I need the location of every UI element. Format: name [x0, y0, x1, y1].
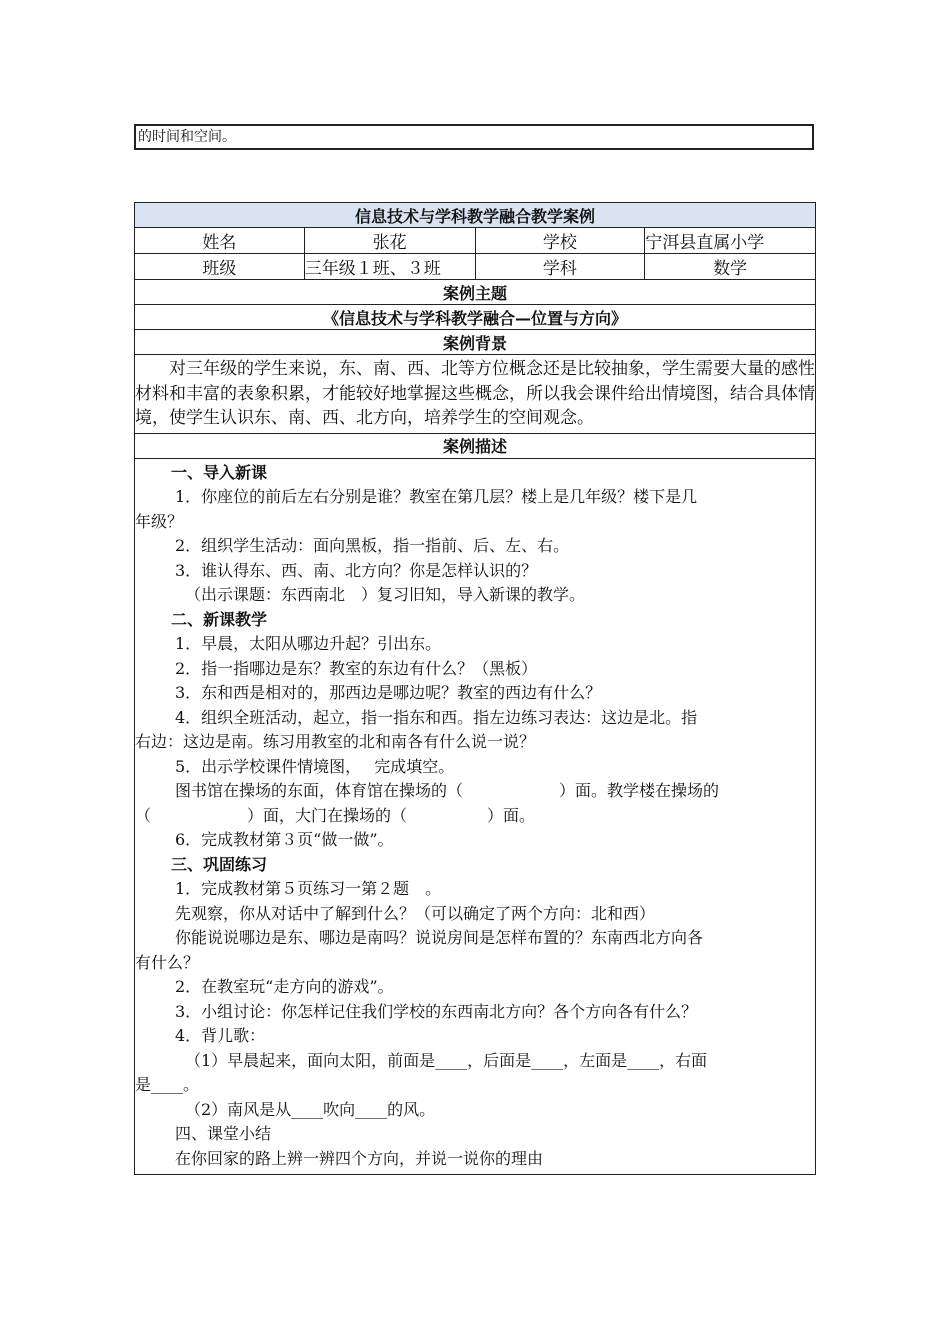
table-title-row [135, 203, 816, 228]
info-row-1 [135, 228, 816, 254]
section-heading: 三、巩固练习 [171, 854, 268, 874]
theme-value-row [135, 305, 816, 330]
description-line: （2）南风是从____吹向____的风。 [185, 1099, 436, 1119]
description-line: 在你回家的路上辨一辨四个方向，并说一说你的理由 [175, 1148, 544, 1168]
description-line: 年级？ [135, 511, 184, 531]
description-line: 4．组织全班活动，起立，指一指东和西。指左边练习表达：这边是北。指 [175, 707, 698, 727]
description-body [135, 458, 816, 1175]
theme-header: 案例主题 [135, 280, 816, 305]
description-line: （1）早晨起来，面向太阳，前面是____，后面是____，左面是____，右面 [185, 1050, 708, 1070]
description-line: 2．指一指哪边是东？教室的东边有什么？（黑板） [175, 658, 538, 678]
background-row [135, 355, 816, 434]
school-value: 宁洱县直属小学 [645, 228, 816, 254]
subject-label: 学科 [475, 254, 645, 280]
description-header: 案例描述 [135, 433, 816, 458]
description-line: （ ）面，大门在操场的（ ）面。 [135, 805, 536, 825]
description-line: 2．组织学生活动：面向黑板，指一指前、后、左、右。 [175, 536, 570, 555]
teaching-case-table [134, 202, 816, 1175]
info-row-2 [135, 254, 816, 280]
name-value: 张花 [304, 228, 475, 254]
section-heading: 二、新课教学 [171, 609, 268, 629]
description-row [135, 458, 816, 1175]
class-value: 三年级１班、３班 [304, 254, 475, 280]
theme-header-row [135, 280, 816, 305]
description-line: （出示课题：东西南北 ）复习旧知，导入新课的教学。 [185, 585, 586, 604]
section-heading: 一、导入新课 [171, 462, 268, 482]
description-line: 3．东和西是相对的，那西边是哪边呢？教室的西边有什么？ [175, 683, 602, 702]
description-line: 右边：这边是南。练习用教室的北和南各有什么说一说？ [135, 732, 536, 751]
description-line: 1．你座位的前后左右分别是谁？教室在第几层？楼上是几年级？楼下是几 [175, 487, 698, 506]
fragment-text: 的时间和空间。 [138, 129, 236, 145]
description-line: 5．出示学校课件情境图， 完成填空。 [175, 756, 455, 776]
description-line: 你能说说哪边是东、哪边是南吗？说说房间是怎样布置的？东南西北方向各 [175, 928, 704, 947]
description-line: 1．早晨，太阳从哪边升起？引出东。 [175, 634, 442, 653]
background-header: 案例背景 [135, 330, 816, 355]
school-label: 学校 [475, 228, 645, 254]
class-label: 班级 [135, 254, 305, 280]
description-line: 3．小组讨论：你怎样记住我们学校的东西南北方向？各个方向各有什么？ [175, 1001, 698, 1021]
description-line: 是____。 [135, 1075, 200, 1094]
description-line: 3．谁认得东、西、南、北方向？你是怎样认识的？ [175, 560, 538, 580]
description-header-row [135, 433, 816, 458]
background-header-row [135, 330, 816, 355]
theme-value: 《信息技术与学科教学融合—位置与方向》 [135, 305, 816, 330]
description-line: 1．完成教材第５页练习一第２题 。 [175, 879, 442, 898]
description-line: 有什么？ [135, 952, 200, 972]
table-title: 信息技术与学科教学融合教学案例 [135, 203, 816, 228]
description-line: 图书馆在操场的东面，体育馆在操场的（ ）面。教学楼在操场的 [175, 781, 720, 800]
name-label: 姓名 [135, 228, 305, 254]
description-line: 4．背儿歌： [175, 1026, 266, 1045]
description-line: 2．在教室玩“走方向的游戏”。 [175, 977, 394, 996]
description-line: 6．完成教材第３页“做一做”。 [175, 830, 394, 849]
subject-value: 数学 [645, 254, 816, 280]
background-text: 对三年级的学生来说，东、南、西、北等方位概念还是比较抽象，学生需要大量的感性材料和丰富的表象积累，才能较好地掌握这些概念，所以我会课件给出情境图，结合具体情境，使学生认识东、南、西、北方向，培养学生的空间观念。 [135, 359, 815, 428]
description-line: 先观察，你从对话中了解到什么？（可以确定了两个方向：北和西） [175, 903, 656, 923]
previous-page-fragment [134, 124, 814, 150]
description-line: 四、课堂小结 [175, 1124, 272, 1143]
